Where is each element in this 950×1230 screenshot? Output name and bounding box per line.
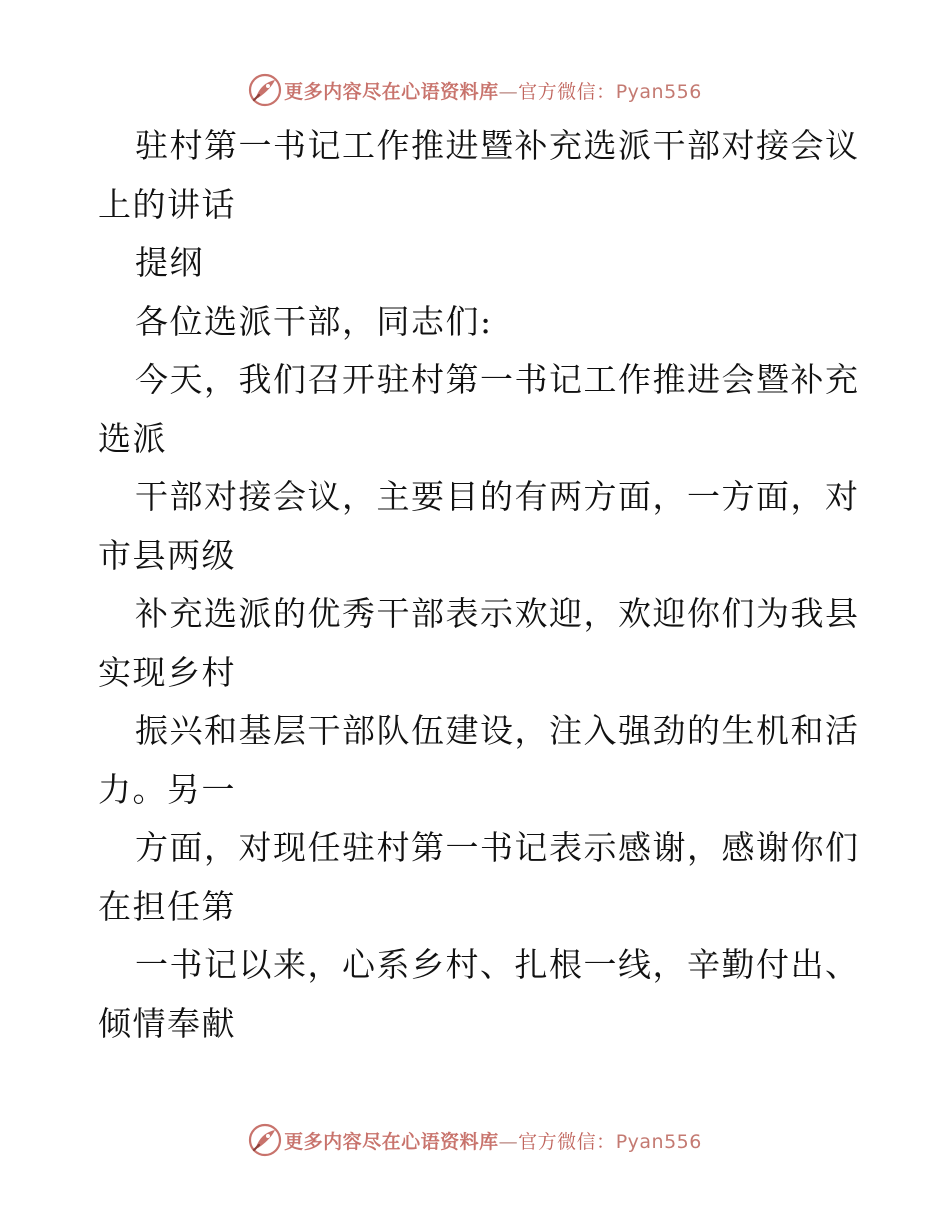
- text-line: 实现乡村: [98, 652, 236, 692]
- text-line: 力。另一: [98, 769, 236, 809]
- text-line: 选派: [98, 418, 167, 458]
- watermark-separator: —: [498, 1130, 519, 1153]
- watermark-text: [284, 77, 702, 104]
- watermark-text: [284, 1127, 702, 1154]
- pen-nib-logo-icon: [248, 1123, 282, 1157]
- text-line: 提纲: [135, 243, 204, 282]
- text-line: 市县两级: [98, 535, 236, 575]
- text-line: 在担任第: [98, 886, 236, 926]
- watermark-site: 更多内容尽在心语资料库: [284, 80, 499, 103]
- watermark-wechat-label: 官方微信：: [518, 1130, 616, 1153]
- watermark-wechat-id: Pyan556: [615, 1130, 702, 1153]
- text-line: 各位选派干部，同志们:: [135, 301, 493, 341]
- header-watermark: [0, 70, 950, 110]
- watermark-wechat-label: 官方微信：: [518, 80, 616, 103]
- document-body: [98, 117, 868, 1053]
- text-line: 今天，我们召开驻村第一书记工作推进会暨补充: [135, 360, 860, 399]
- watermark-site: 更多内容尽在心语资料库: [284, 1130, 499, 1153]
- watermark-wechat-id: Pyan556: [615, 80, 702, 103]
- footer-watermark: [0, 1120, 950, 1160]
- text-line: 干部对接会议，主要目的有两方面，一方面，对: [135, 477, 860, 516]
- pen-nib-logo-icon: [248, 73, 282, 107]
- text-line: 方面，对现任驻村第一书记表示感谢，感谢你们: [135, 828, 860, 867]
- text-line: 驻村第一书记工作推进暨补充选派干部对接会议: [135, 126, 860, 165]
- text-line: 倾情奉献: [98, 1003, 236, 1043]
- text-line: 振兴和基层干部队伍建设，注入强劲的生机和活: [135, 711, 860, 750]
- watermark-separator: —: [498, 80, 519, 103]
- text-line: 上的讲话: [98, 184, 236, 224]
- text-line: 一书记以来，心系乡村、扎根一线，辛勤付出、: [135, 945, 860, 984]
- text-line: 补充选派的优秀干部表示欢迎，欢迎你们为我县: [135, 594, 860, 633]
